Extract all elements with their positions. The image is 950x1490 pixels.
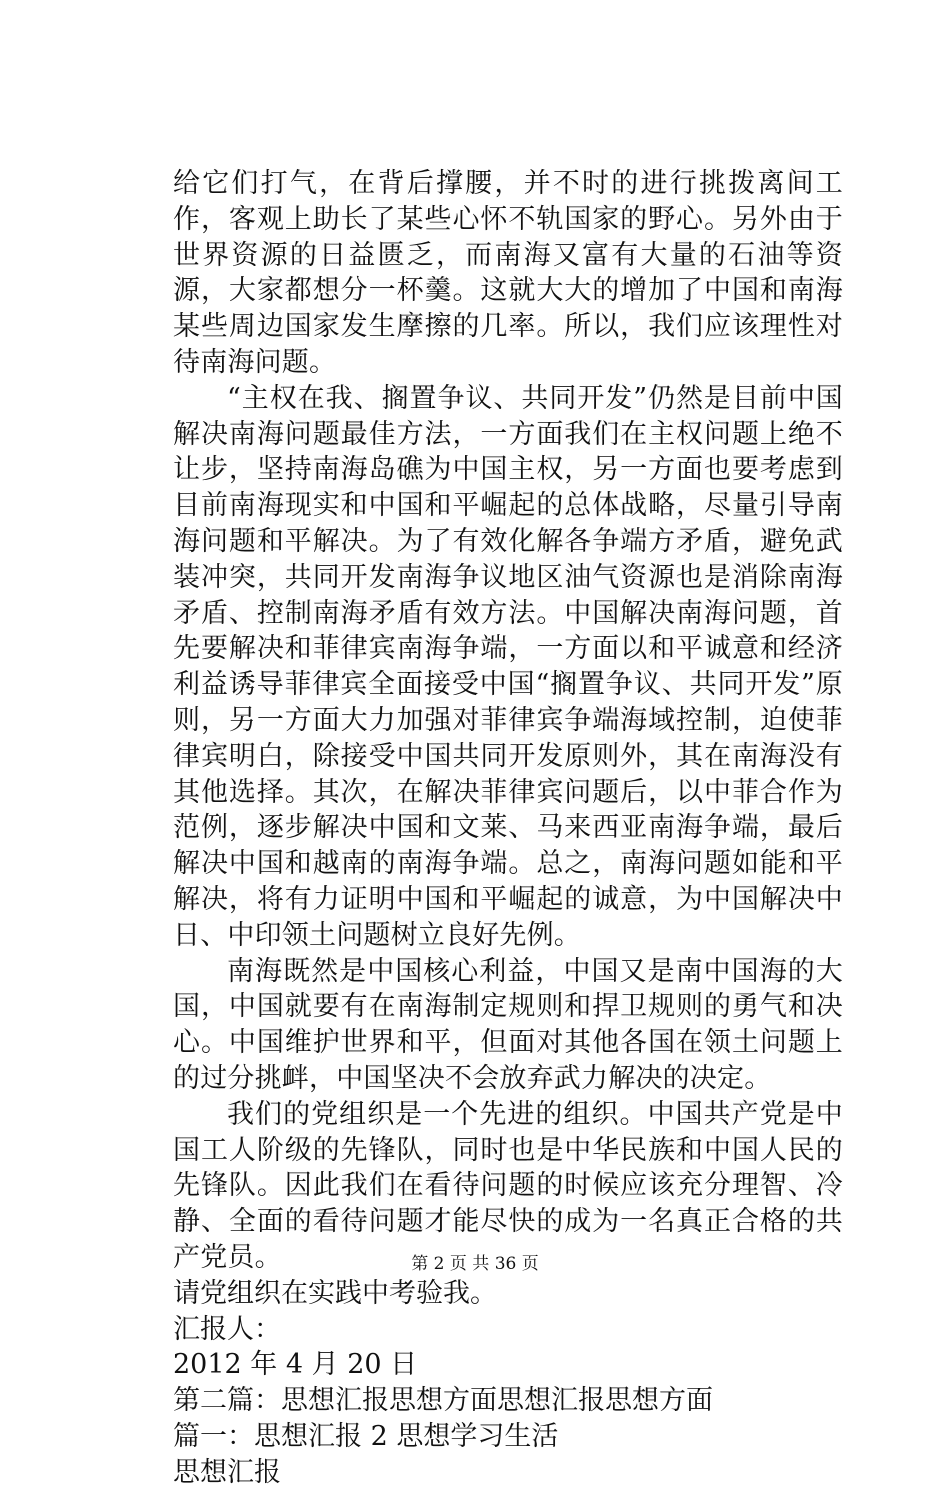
paragraph-continuation: 给它们打气，在背后撑腰，并不时的进行挑拨离间工作，客观上助长了某些心怀不轨国家的野心。另外由于世界资源的日益匮乏，而南海又富有大量的石油等资源，大家都想分一杯羹。这就大大的增加了中国和南海某些周边国家发生摩擦的几率。所以，我们应该理性对待南海问题。 [173,168,843,378]
closing-line: 请党组织在实践中考验我。 [173,1277,497,1309]
section-title: 第二篇：思想汇报思想方面思想汇报思想方面 [173,1385,713,1417]
date-line: 2012 年 4 月 20 日 [173,1349,418,1381]
paragraph-party-organization: 我们的党组织是一个先进的组织。中国共产党是中国工人阶级的先锋队，同时也是中华民族和中国人民的先锋队。因此我们在看待问题的时候应该充分理智、冷静、全面的看待问题才能尽快的成为一名真正合格的共产党员。 [173,1098,843,1273]
page-footer: 第 2 页 共 36 页 [411,1254,539,1274]
heading-line: 思想汇报 [173,1456,281,1488]
paragraph-core-interest: 南海既然是中国核心利益，中国又是南中国海的大国，中国就要有在南海制定规则和捍卫规则的勇气和决心。中国维护世界和平，但面对其他各国在领土问题上的过分挑衅，中国坚决不会放弃武力解决的决定。 [173,955,843,1094]
paragraph-sovereignty-principle: “主权在我、搁置争议、共同开发”仍然是目前中国解决南海问题最佳方法，一方面我们在主权问题上绝不让步，坚持南海岛礁为中国主权，另一方面也要考虑到目前南海现实和中国和平崛起的总体战略，尽量引导南海问题和平解决。为了有效化解各争端方矛盾，避免武装冲突，共同开发南海争议地区油气资源也是消除南海矛盾、控制南海矛盾有效方法。中国解决南海问题，首先要解决和菲律宾南海争端，一方面以和平诚意和经济利益诱导菲律宾全面接受中国“搁置争议、共同开发”原则，另一方面大力加强对菲律宾争端海域控制，迫使菲律宾明白，除接受中国共同开发原则外，其在南海没有其他选择。其次，在解决菲律宾问题后，以中菲合作为范例，逐步解决中国和文莱、马来西亚南海争端，最后解决中国和越南的南海争端。总之，南海问题如能和平解决，将有力证明中国和平崛起的诚意，为中国解决中日、中印领土问题树立良好先例。 [173,382,843,951]
reporter-line: 汇报人： [173,1313,281,1345]
subsection-title: 篇一：思想汇报 2 思想学习生活 [173,1420,559,1452]
document-body [173,166,843,1490]
